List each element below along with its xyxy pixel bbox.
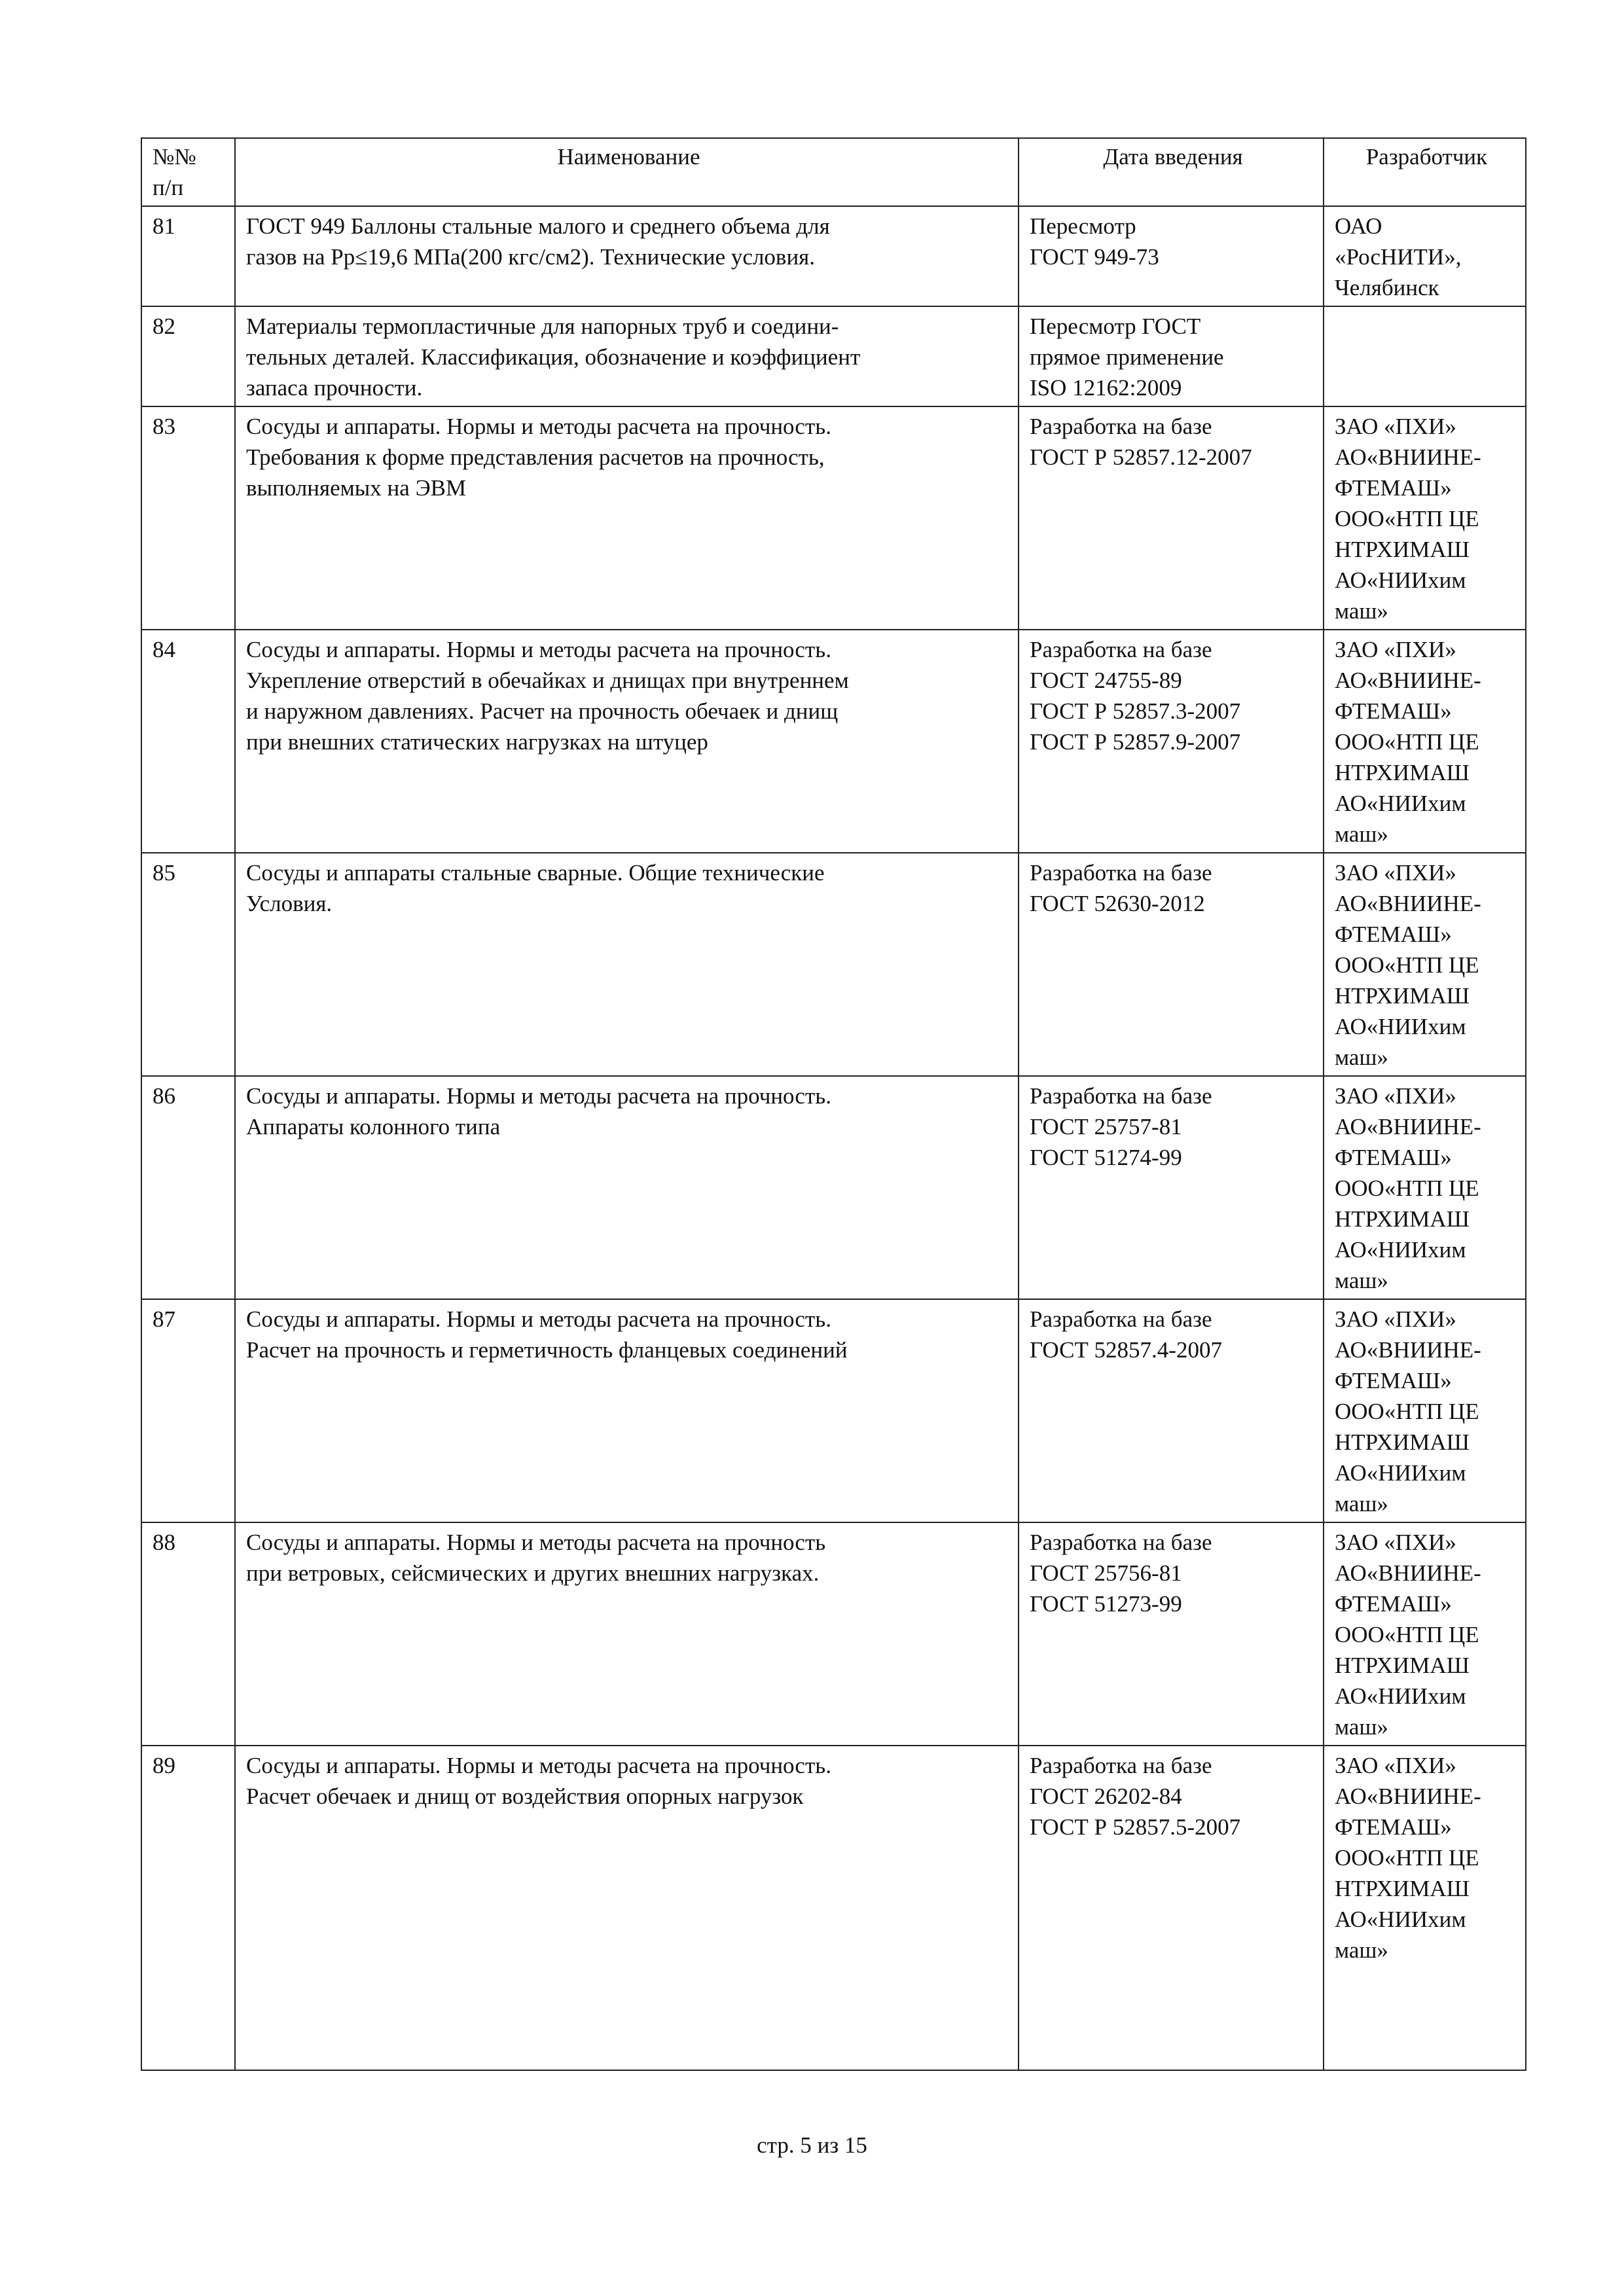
row-developer-line: ООО«НТП ЦЕ [1335,1399,1479,1424]
row-name-line: запаса прочности. [246,375,423,401]
row-developer-line: НТРХИМАШ [1335,983,1470,1009]
row-number: 88 [141,1522,235,1746]
row-developer-line: Челябинск [1335,275,1439,300]
row-number: 84 [141,630,235,853]
row-developer-line: ФТЕМАШ» [1335,922,1452,947]
row-developer-line: ФТЕМАШ» [1335,475,1452,501]
row-developer-line: ФТЕМАШ» [1335,1591,1452,1617]
row-developer-line: НТРХИМАШ [1335,760,1470,785]
row-name [235,406,1019,630]
row-name-line: газов на Рр≤19,6 МПа(200 кгс/см2). Технические условия. [246,244,816,270]
table-row [141,630,1526,853]
header-number-line2: п/п [153,175,184,200]
row-developer-line: маш» [1335,1937,1388,1963]
row-developer-line: маш» [1335,598,1388,624]
row-number: 86 [141,1076,235,1299]
row-developer-line: ООО«НТП ЦЕ [1335,1622,1479,1647]
row-name-line: Укрепление отверстий в обечайках и днищах при внутреннем [246,668,849,693]
row-developer-line: ФТЕМАШ» [1335,698,1452,724]
row-date-line: прямое применение [1030,344,1224,370]
row-date-line: ГОСТ 24755-89 [1030,668,1182,693]
row-developer [1324,406,1526,630]
row-date-line: Разработка на базе [1030,1306,1212,1332]
row-date-line: ГОСТ 949-73 [1030,244,1159,270]
row-developer-line: маш» [1335,821,1388,847]
row-developer-line: НТРХИМАШ [1335,1429,1470,1455]
row-developer-line: ОАО [1335,213,1382,239]
row-developer-line: ЗАО «ПХИ» [1335,414,1456,439]
row-developer-line: маш» [1335,1491,1388,1516]
row-developer-line: ООО«НТП ЦЕ [1335,1845,1479,1871]
row-developer-line: ООО«НТП ЦЕ [1335,729,1479,755]
row-developer-line: НТРХИМАШ [1335,1876,1470,1901]
row-number: 89 [141,1746,235,2070]
table-row [141,1299,1526,1522]
table-body [141,206,1526,2070]
row-developer-line: маш» [1335,1714,1388,1740]
row-developer [1324,306,1526,406]
row-developer-line: маш» [1335,1045,1388,1070]
row-developer-line: ООО«НТП ЦЕ [1335,506,1479,531]
row-date-line: Разработка на базе [1030,414,1212,439]
row-date-line: Разработка на базе [1030,1530,1212,1555]
standards-table [141,137,1526,2071]
row-name-line: Сосуды и аппараты стальные сварные. Общие технические [246,860,825,886]
row-date-line: Пересмотр [1030,213,1136,239]
row-date-line: Разработка на базе [1030,1083,1212,1109]
row-date-line: ГОСТ Р 52857.3-2007 [1030,698,1241,724]
row-developer-line: АО«НИИхим [1335,791,1466,816]
row-developer [1324,1299,1526,1522]
row-developer [1324,853,1526,1076]
row-name [235,1299,1019,1522]
row-date [1019,1299,1324,1522]
row-developer-line: ЗАО «ПХИ» [1335,1306,1456,1332]
row-developer-line: маш» [1335,1268,1388,1293]
row-developer-line: АО«ВНИИНЕ- [1335,1560,1481,1586]
row-developer-line: НТРХИМАШ [1335,1206,1470,1232]
row-developer-line: АО«ВНИИНЕ- [1335,444,1481,470]
row-developer-line: АО«НИИхим [1335,567,1466,593]
row-date-line: ГОСТ 25756-81 [1030,1560,1182,1586]
row-developer-line: ООО«НТП ЦЕ [1335,952,1479,978]
row-name [235,306,1019,406]
row-name [235,853,1019,1076]
row-name-line: тельных деталей. Классификация, обозначение и коэффициент [246,344,861,370]
row-date [1019,1076,1324,1299]
row-developer-line: ЗАО «ПХИ» [1335,1083,1456,1109]
row-developer-line: АО«ВНИИНЕ- [1335,1784,1481,1809]
table-row [141,853,1526,1076]
row-developer-line: АО«ВНИИНЕ- [1335,891,1481,916]
row-developer-line: АО«НИИхим [1335,1014,1466,1039]
row-developer-line: АО«ВНИИНЕ- [1335,668,1481,693]
row-date-line: ГОСТ Р 52857.5-2007 [1030,1814,1241,1840]
page-number: стр. 5 из 15 [757,2132,867,2158]
row-name-line: Сосуды и аппараты. Нормы и методы расчета на прочность [246,1530,826,1555]
row-date-line: Разработка на базе [1030,860,1212,886]
table-row [141,1522,1526,1746]
header-date: Дата введения [1019,138,1324,206]
header-number-line1: №№ [153,144,196,170]
row-name-line: Требования к форме представления расчетов на прочность, [246,444,825,470]
row-name-line: Материалы термопластичные для напорных труб и соедини- [246,314,839,339]
row-name-line: ГОСТ 949 Баллоны стальные малого и среднего объема для [246,213,830,239]
row-date [1019,306,1324,406]
row-number: 83 [141,406,235,630]
row-date [1019,206,1324,306]
table-row [141,1076,1526,1299]
row-date [1019,1522,1324,1746]
row-developer-line: «РосНИТИ», [1335,244,1462,270]
header-name: Наименование [235,138,1019,206]
row-name-line: Сосуды и аппараты. Нормы и методы расчета на прочность. [246,637,831,662]
table-row [141,206,1526,306]
row-name-line: Расчет на прочность и герметичность фланцевых соединений [246,1337,848,1363]
row-date-line: ГОСТ 26202-84 [1030,1784,1182,1809]
row-developer-line: ЗАО «ПХИ» [1335,860,1456,886]
table-row [141,406,1526,630]
row-date [1019,406,1324,630]
row-developer-line: ЗАО «ПХИ» [1335,1753,1456,1778]
row-date [1019,630,1324,853]
row-developer-line: АО«ВНИИНЕ- [1335,1114,1481,1139]
row-name-line: Сосуды и аппараты. Нормы и методы расчета на прочность. [246,1753,831,1778]
row-date-line: Разработка на базе [1030,1753,1212,1778]
row-name-line: при внешних статических нагрузках на штуцер [246,729,708,755]
row-developer [1324,1746,1526,2070]
row-date-line: ГОСТ 52857.4-2007 [1030,1337,1222,1363]
row-date-line: ГОСТ 52630-2012 [1030,891,1205,916]
row-developer-line: НТРХИМАШ [1335,537,1470,562]
row-name-line: Расчет обечаек и днищ от воздействия опорных нагрузок [246,1784,804,1809]
row-name [235,1076,1019,1299]
row-date-line: ISO 12162:2009 [1030,375,1182,401]
header-number [141,138,235,206]
row-name-line: Сосуды и аппараты. Нормы и методы расчета на прочность. [246,1306,831,1332]
row-developer [1324,206,1526,306]
table-row [141,1746,1526,2070]
table-header-row [141,138,1526,206]
row-date [1019,1746,1324,2070]
row-developer-line: ФТЕМАШ» [1335,1368,1452,1393]
row-date-line: Пересмотр ГОСТ [1030,314,1201,339]
row-date-line: ГОСТ 51273-99 [1030,1591,1182,1617]
row-name-line: при ветровых, сейсмических и других внешних нагрузках. [246,1560,820,1586]
row-name [235,206,1019,306]
row-number: 85 [141,853,235,1076]
row-date-line: ГОСТ 51274-99 [1030,1145,1182,1170]
row-developer [1324,1522,1526,1746]
row-date-line: ГОСТ Р 52857.9-2007 [1030,729,1241,755]
row-date-line: Разработка на базе [1030,637,1212,662]
row-number: 87 [141,1299,235,1522]
row-number: 82 [141,306,235,406]
row-date-line: ГОСТ Р 52857.12-2007 [1030,444,1252,470]
row-name-line: Сосуды и аппараты. Нормы и методы расчета на прочность. [246,1083,831,1109]
row-developer-line: АО«НИИхим [1335,1237,1466,1263]
row-date-line: ГОСТ 25757-81 [1030,1114,1182,1139]
row-name [235,630,1019,853]
row-date [1019,853,1324,1076]
row-name-line: Условия. [246,891,333,916]
table-row [141,306,1526,406]
row-name-line: Аппараты колонного типа [246,1114,501,1139]
row-name-line: и наружном давлениях. Расчет на прочность обечаек и днищ [246,698,839,724]
row-developer-line: АО«НИИхим [1335,1683,1466,1709]
row-name-line: выполняемых на ЭВМ [246,475,467,501]
row-name-line: Сосуды и аппараты. Нормы и методы расчета на прочность. [246,414,831,439]
row-developer-line: АО«НИИхим [1335,1907,1466,1932]
row-developer-line: ФТЕМАШ» [1335,1814,1452,1840]
row-name [235,1746,1019,2070]
row-developer-line: ФТЕМАШ» [1335,1145,1452,1170]
row-name [235,1522,1019,1746]
row-number: 81 [141,206,235,306]
row-developer-line: АО«ВНИИНЕ- [1335,1337,1481,1363]
row-developer [1324,630,1526,853]
header-developer: Разработчик [1324,138,1526,206]
row-developer-line: ЗАО «ПХИ» [1335,637,1456,662]
row-developer-line: АО«НИИхим [1335,1460,1466,1486]
row-developer-line: ЗАО «ПХИ» [1335,1530,1456,1555]
row-developer-line: НТРХИМАШ [1335,1653,1470,1678]
row-developer-line: ООО«НТП ЦЕ [1335,1175,1479,1201]
row-developer [1324,1076,1526,1299]
